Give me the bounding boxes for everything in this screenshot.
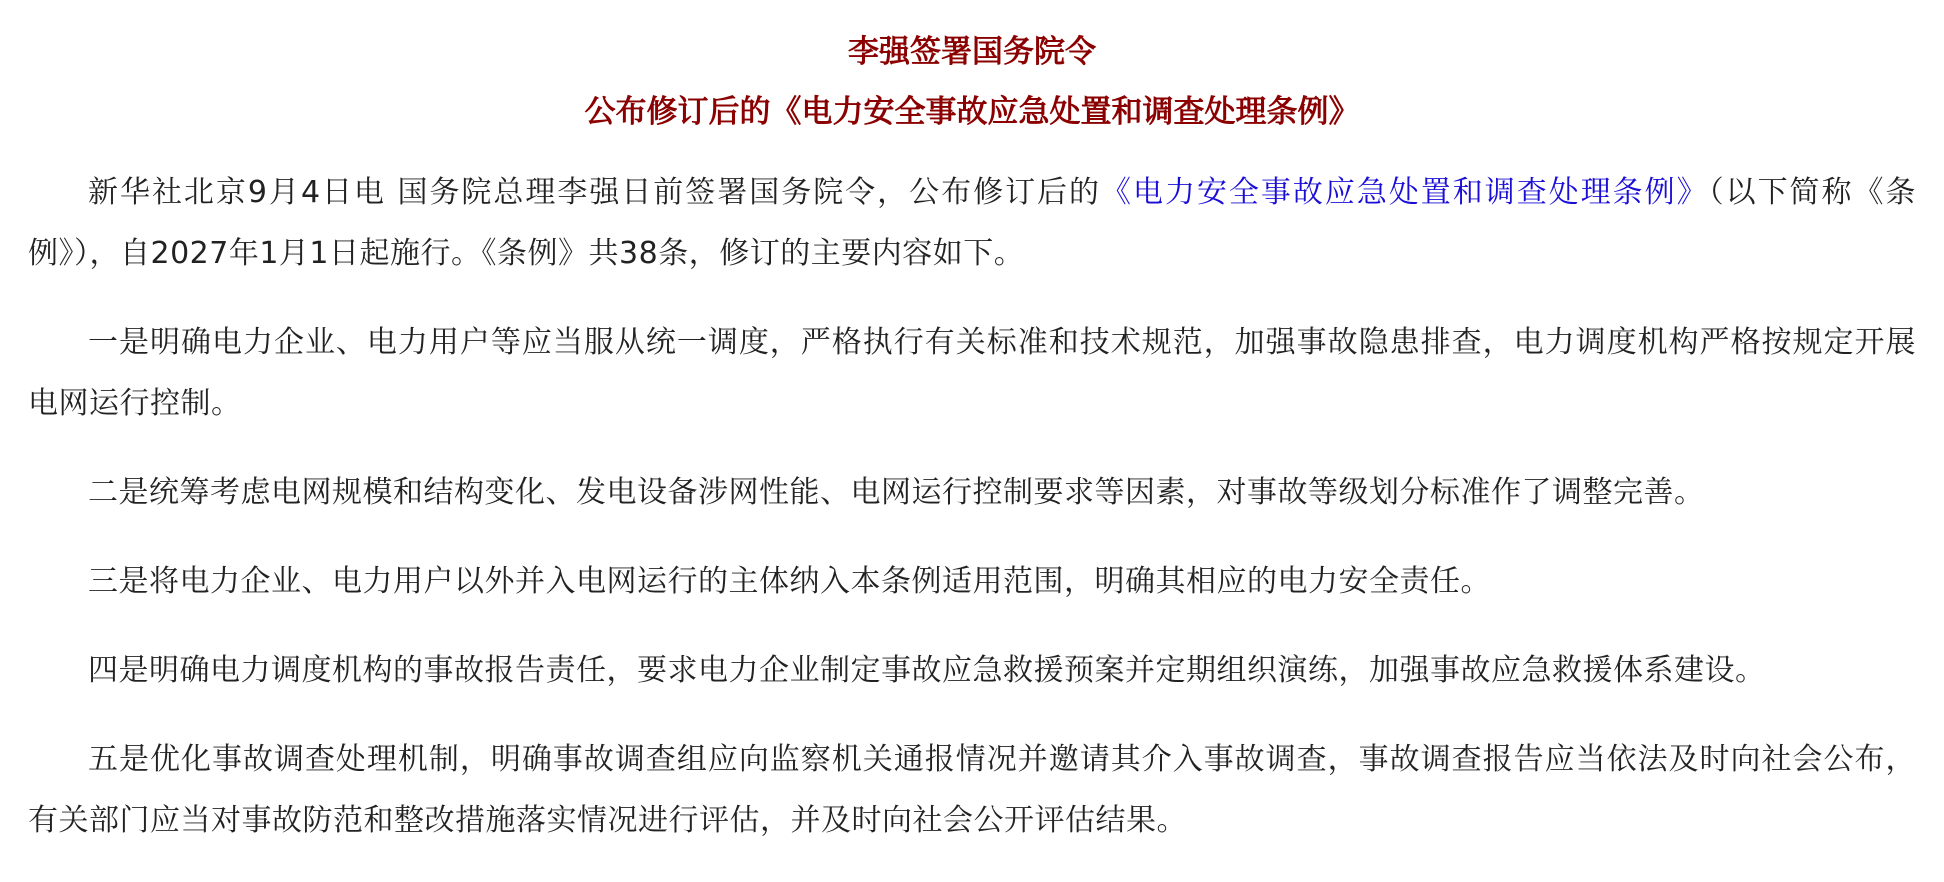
headline-line-2: 公布修订后的《电力安全事故应急处置和调查处理条例》	[584, 94, 1360, 130]
intro-text-before-link: 新华社北京9月4日电 国务院总理李强日前签署国务院令，公布修订后的	[88, 175, 1102, 210]
point-paragraph-5: 五是优化事故调查处理机制，明确事故调查组应向监察机关通报情况并邀请其介入事故调查，事故调查报告应当依法及时向社会公布，有关部门应当对事故防范和整改措施落实情况进行评估，并及时向社会公开评估结果。	[28, 742, 1916, 838]
point-paragraph-3: 三是将电力企业、电力用户以外并入电网运行的主体纳入本条例适用范围，明确其相应的电力安全责任。	[88, 564, 1491, 599]
point-paragraph-2: 二是统筹考虑电网规模和结构变化、发电设备涉网性能、电网运行控制要求等因素，对事故等级划分标准作了调整完善。	[88, 475, 1705, 510]
intro-paragraph	[28, 162, 1916, 284]
headline-line-1: 李强签署国务院令	[848, 34, 1096, 70]
headline-block	[28, 22, 1916, 142]
regulation-link[interactable]: 《电力安全事故应急处置和调查处理条例》	[1101, 175, 1709, 210]
intro-text-after-link: （以下简称《条例》），自2027年1月1日起施行。《条例》共38条，修订的主要内容如下。	[28, 175, 1916, 271]
point-paragraph-4: 四是明确电力调度机构的事故报告责任，要求电力企业制定事故应急救援预案并定期组织演练，加强事故应急救援体系建设。	[88, 653, 1766, 688]
point-paragraph-1: 一是明确电力企业、电力用户等应当服从统一调度，严格执行有关标准和技术规范，加强事故隐患排查，电力调度机构严格按规定开展电网运行控制。	[28, 325, 1916, 421]
